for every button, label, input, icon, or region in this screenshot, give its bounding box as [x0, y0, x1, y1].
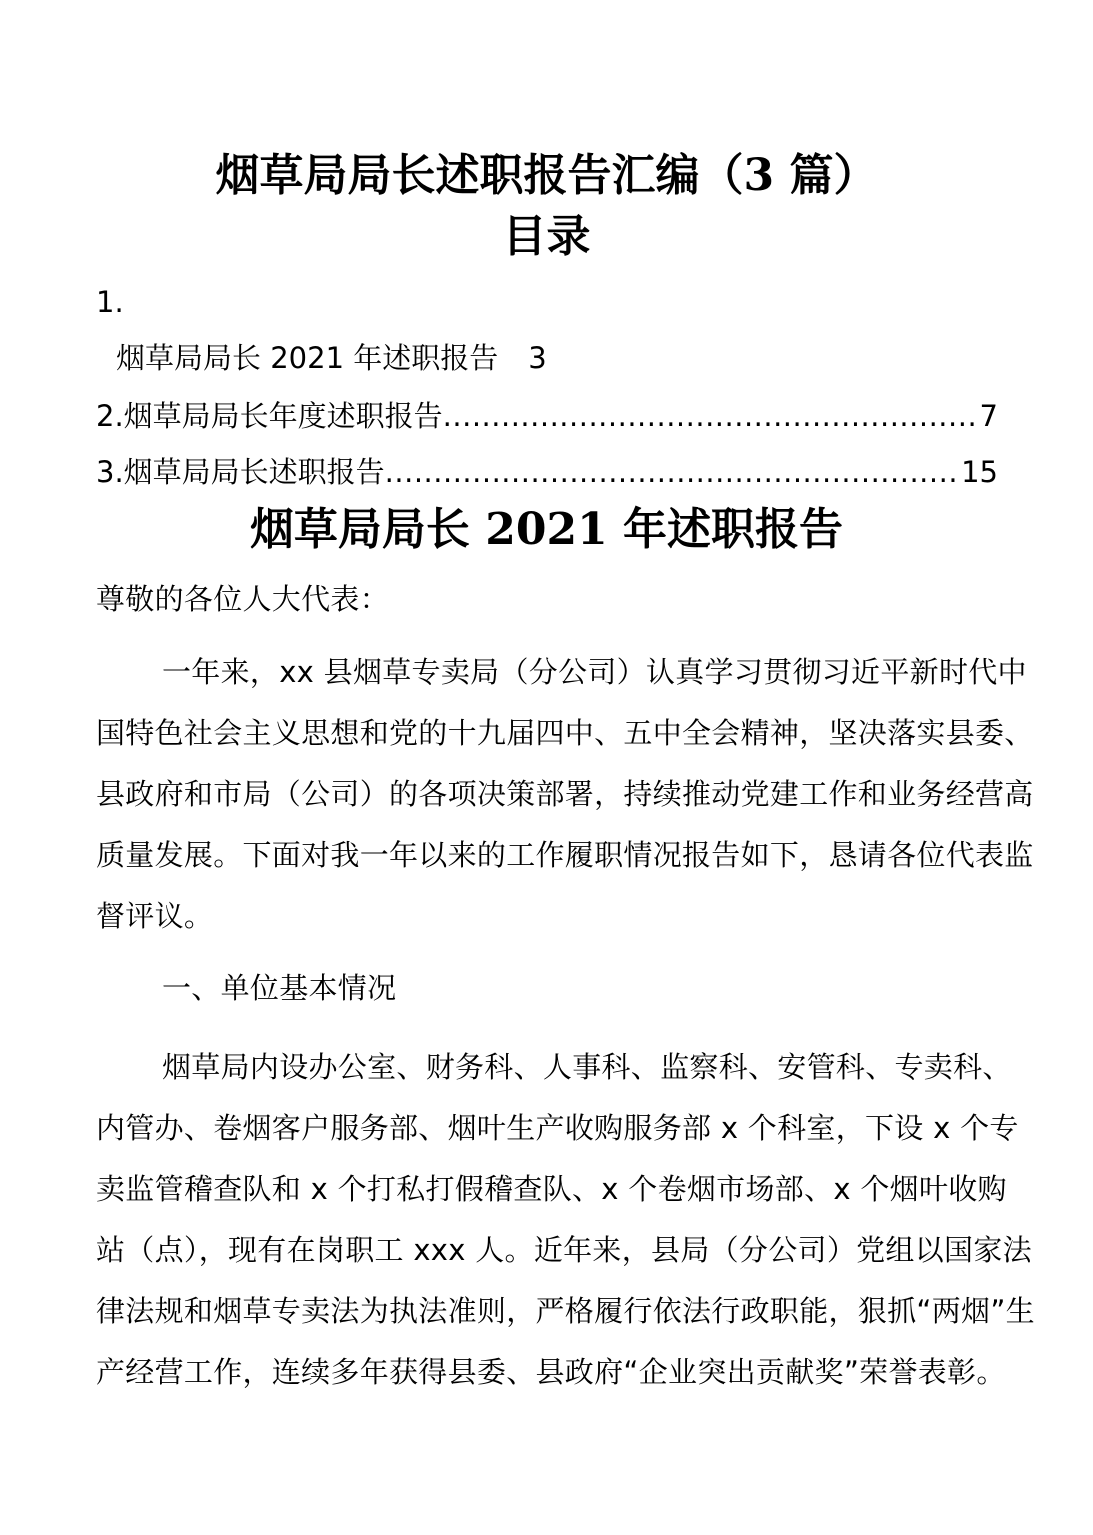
toc-leader-dots: [443, 396, 980, 436]
toc-leader-dots: [385, 452, 961, 492]
toc-entry-1-number: 1.: [96, 285, 124, 319]
report-title-part2: 年述职报告: [607, 504, 844, 555]
document-title-count: （3 篇）: [699, 150, 878, 201]
toc-entry-1[interactable]: [116, 338, 547, 378]
toc-entry-1-title: 烟草局局长 2021 年述职报告: [116, 341, 499, 375]
document-title-text: 烟草局局长述职报告汇编: [215, 150, 700, 201]
paragraph-intro: 一年来，xx 县烟草专卖局（分公司）认真学习贯彻习近平新时代中国特色社会主义思想和党的十九届四中、五中全会精神，坚决落实县委、县政府和市局（公司）的各项决策部署，持续推动党建工作和业务经营高质量发展。下面对我一年以来的工作履职情况报告如下，恳请各位代表监督评议。: [96, 655, 1034, 933]
toc-heading: 目录: [502, 211, 591, 262]
toc-entry-2[interactable]: [96, 396, 998, 436]
toc-entry-3-page: 15: [961, 455, 998, 489]
toc-entry-3-title: 3.烟草局局长述职报告: [96, 455, 385, 489]
section-heading: 一、单位基本情况: [162, 971, 397, 1005]
report-title: [0, 500, 1093, 560]
report-title-part1: 烟草局局长: [249, 504, 486, 555]
toc-entry-2-page: 7: [979, 399, 998, 433]
document-title: [0, 148, 1093, 204]
toc-entry-2-title: 2.烟草局局长年度述职报告: [96, 399, 443, 433]
report-title-year: 2021: [485, 504, 608, 555]
toc-entry-1-page: 3: [528, 341, 547, 375]
paragraph-unit-info: 烟草局内设办公室、财务科、人事科、监察科、安管科、专卖科、内管办、卷烟客户服务部、烟叶生产收购服务部 x 个科室，下设 x 个专卖监管稽查队和 x 个打私打假稽查队、x 个卷烟市场部、x 个烟叶收购站（点），现有在岗职工 xxx 人。近年来，县局（分公司）党组以国家法律法规和烟草专卖法为执法准则，严格履行依法行政职能，狠抓“两烟”生产经营工作，连续多年获得县委、县政府“企业突出贡献奖”荣誉表彰。: [96, 1050, 1035, 1389]
toc-entry-3[interactable]: [96, 452, 998, 492]
salutation: 尊敬的各位人大代表：: [96, 582, 390, 616]
